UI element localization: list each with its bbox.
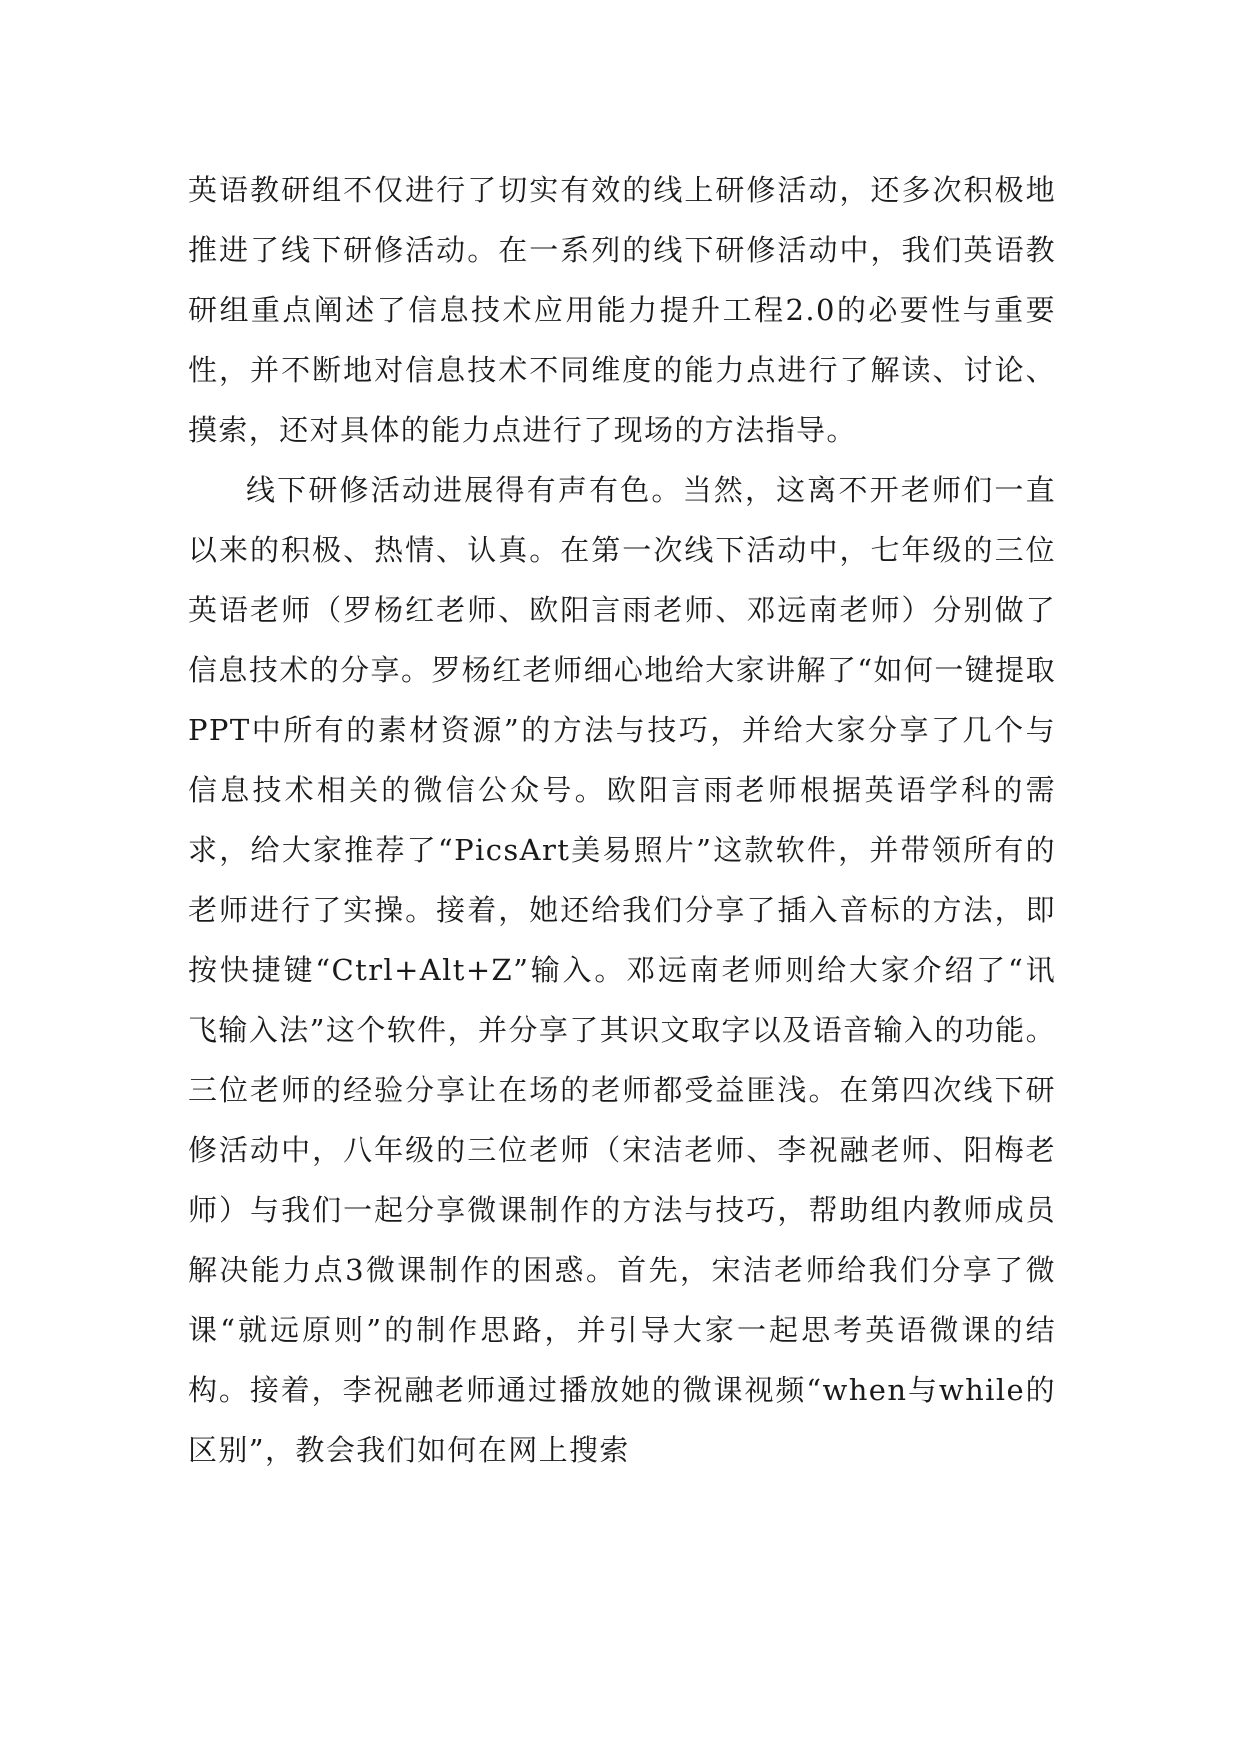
body-text — [188, 160, 1056, 1480]
paragraph-offline-activities: 线下研修活动进展得有声有色。当然，这离不开老师们一直以来的积极、热情、认真。在第一次线下活动中，七年级的三位英语老师（罗杨红老师、欧阳言雨老师、邓远南老师）分别做了信息技术的分享。罗杨红老师细心地给大家讲解了“如何一键提取PPT中所有的素材资源”的方法与技巧，并给大家分享了几个与信息技术相关的微信公众号。欧阳言雨老师根据英语学科的需求，给大家推荐了“PicsArt美易照片”这款软件，并带领所有的老师进行了实操。接着，她还给我们分享了插入音标的方法，即按快捷键“Ctrl+Alt+Z”输入。邓远南老师则给大家介绍了“讯飞输入法”这个软件，并分享了其识文取字以及语音输入的功能。三位老师的经验分享让在场的老师都受益匪浅。在第四次线下研修活动中，八年级的三位老师（宋洁老师、李祝融老师、阳梅老师）与我们一起分享微课制作的方法与技巧，帮助组内教师成员解决能力点3微课制作的困惑。首先，宋洁老师给我们分享了微课“就远原则”的制作思路，并引导大家一起思考英语微课的结构。接着，李祝融老师通过播放她的微课视频“when与while的区别”，教会我们如何在网上搜索 — [188, 473, 1056, 1467]
paragraph-online-offline-research: 英语教研组不仅进行了切实有效的线上研修活动，还多次积极地推进了线下研修活动。在一系列的线下研修活动中，我们英语教研组重点阐述了信息技术应用能力提升工程2.0的必要性与重要性，并不断地对信息技术不同维度的能力点进行了解读、讨论、摸索，还对具体的能力点进行了现场的方法指导。 — [188, 173, 1056, 447]
